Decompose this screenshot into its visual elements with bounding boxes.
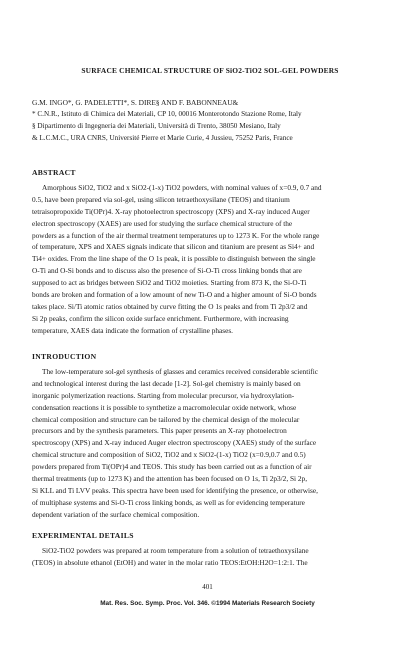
- text-line: spectroscopy (XPS) and X-ray induced Auger electron spectroscopy (XAES) study of the surface: [32, 438, 317, 448]
- affiliation: & L.C.M.C., URA CNRS, Université Pierre et Marie Curie, 4 Jussieu, 75252 Paris, France: [32, 134, 293, 142]
- text-line: SiO2-TiO2 powders was prepared at room temperature from a solution of tetraethoxysilane: [42, 546, 309, 555]
- author-list: G.M. INGO*, G. PADELETTI*, S. DIRE§ AND F. BABONNEAU&: [32, 98, 239, 107]
- text-line: and technological interest during the last decade [1-2]. Sol-gel chemistry is mainly based on: [32, 378, 301, 388]
- text-line: bonds are broken and formation of a low amount of new Ti-O and a higher amount of Si-O bonds: [32, 290, 317, 300]
- text-line: tetraisopropoxide Ti(OPr)4. X-ray photoelectron spectroscopy (XPS) and X-ray induced Auger: [32, 206, 310, 216]
- text-line: thermal treatments (up to 1273 K) and the attention has been focused on O 1s, Ti 2p3/2, Si 2p,: [32, 474, 308, 484]
- text-line: condensation reactions it is possible to synthetize a macromolecular oxide network, whose: [32, 402, 297, 412]
- text-line: of temperature, XPS and XAES signals indicate that silicon and titanium are present as Si4+ and: [32, 242, 315, 252]
- text-line: takes place. Si/Ti atomic ratios obtained by curve fitting the O 1s peaks and from Ti 2p3/2 and: [32, 301, 308, 311]
- text-line: electron spectroscopy (XAES) are used for studying the surface chemical structure of the: [32, 218, 293, 228]
- affiliation: § Dipartimento di Ingegneria dei Materiali, Università di Trento, 38050 Mesiano, Italy: [32, 122, 281, 130]
- text-line: Si KLL and Ti LVV peaks. This spectra have been used for identifying the presence, or otherwise,: [32, 485, 318, 495]
- text-line: Si 2p peaks, confirm the silicon oxide surface enrichment. Furthermore, with increasing: [32, 313, 289, 323]
- abstract-paragraph: [32, 182, 388, 337]
- introduction-paragraph: [32, 366, 388, 521]
- text-line: (TEOS) in absolute ethanol (EtOH) and water in the molar ratio TEOS:EtOH:H2O=1:2:1. The: [32, 557, 308, 567]
- text-line: chemical structure and composition of SiO2, TiO2 and x SiO2-(1-x) TiO2 (x=0.9,0.7 and 0.5): [32, 450, 306, 460]
- text-line: Ti4+ oxides. From the line shape of the O 1s peak, it is possible to distinguish between the single: [32, 254, 316, 264]
- introduction-heading: INTRODUCTION: [32, 352, 97, 361]
- footer-citation: Mat. Res. Soc. Symp. Proc. Vol. 346. ©1994 Materials Research Society: [100, 600, 315, 607]
- text-line: precursors and by the synthesis parameters. This paper presents an X-ray photoelectron: [32, 426, 287, 436]
- paper-title: SURFACE CHEMICAL STRUCTURE OF SiO2-TiO2 SOL-GEL POWDERS: [81, 66, 339, 75]
- text-line: The low-temperature sol-gel synthesis of glasses and ceramics received considerable scientific: [42, 367, 318, 376]
- text-line: inorganic polymerization reactions. Starting from molecular precursor, via hydroxylation-: [32, 390, 295, 400]
- text-line: 0.5, have been prepared via sol-gel, using silicon tetraethoxysilane (TEOS) and titanium: [32, 194, 290, 204]
- experimental-paragraph: [32, 545, 388, 569]
- text-line: temperature, XAES data indicate the formation of crystalline phases.: [32, 325, 233, 335]
- text-line: chemical composition and structure can be tailored by the chemical design of the molecular: [32, 414, 300, 424]
- text-line: supposed to act as bridges between SiO2 and TiO2 moieties. Starting from 873 K, the Si-O-Ti: [32, 278, 307, 288]
- abstract-heading: ABSTRACT: [32, 168, 76, 177]
- text-line: O-Ti and O-Si bonds and to discuss also the presence of Si-O-Ti cross linking bonds that are: [32, 266, 302, 276]
- text-line: Amorphous SiO2, TiO2 and x SiO2-(1-x) TiO2 powders, with nominal values of x=0.9, 0.7 and: [42, 183, 322, 192]
- affiliation: * C.N.R., Istituto di Chimica dei Materiali, CP 10, 00016 Monterotondo Stazione Rome, Italy: [32, 110, 302, 118]
- page-number: 401: [202, 583, 213, 591]
- text-line: powders as a function of the air thermal treatment temperatures up to 1273 K. For the whole range: [32, 230, 320, 240]
- text-line: of multiphase systems and Si-O-Ti cross linking bonds, as well as for evidencing temperature: [32, 497, 305, 507]
- text-line: dependent variation of the surface chemical composition.: [32, 509, 200, 519]
- experimental-heading: EXPERIMENTAL DETAILS: [32, 531, 134, 540]
- text-line: powders prepared from Ti(OPr)4 and TEOS. This study has been carried out as a function of air: [32, 462, 312, 472]
